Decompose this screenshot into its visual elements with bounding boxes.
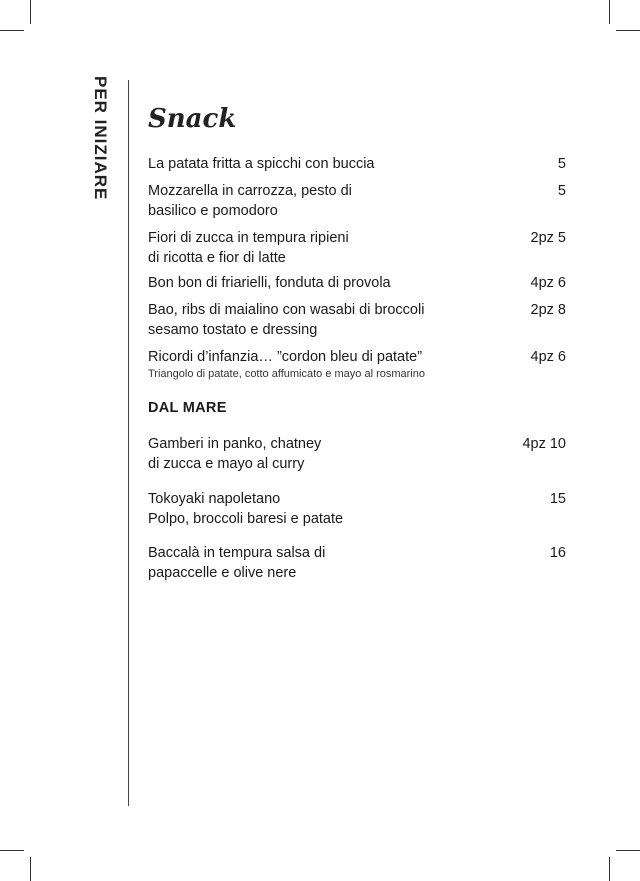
item-price: 4pz 10 <box>522 436 566 452</box>
crop-mark <box>30 857 31 881</box>
crop-mark <box>609 0 610 24</box>
menu-item <box>148 543 566 583</box>
item-name: Bao, ribs di maialino con wasabi di broccoli <box>148 302 425 318</box>
item-name-line2: sesamo tostato e dressing <box>148 322 318 338</box>
item-name: Mozzarella in carrozza, pesto di <box>148 183 352 199</box>
crop-mark <box>0 30 24 31</box>
menu-item <box>148 154 566 174</box>
crop-mark <box>616 30 640 31</box>
item-name: Fiori di zucca in tempura ripieni <box>148 230 349 246</box>
item-price: 16 <box>549 545 566 561</box>
item-price: 15 <box>549 491 566 507</box>
sea-section-title: DAL MARE <box>148 400 227 416</box>
item-name: Ricordi d’infanzia… ”cordon bleu di patate” <box>148 349 423 365</box>
menu-item <box>148 300 566 340</box>
item-name-line2: Polpo, broccoli baresi e patate <box>148 511 344 527</box>
item-name: Bon bon di friarielli, fonduta di provola <box>148 275 391 291</box>
item-name-line2: papaccelle e olive nere <box>148 565 297 581</box>
item-price: 5 <box>557 183 566 199</box>
item-name: La patata fritta a spicchi con buccia <box>148 156 375 172</box>
crop-mark <box>609 857 610 881</box>
vertical-divider <box>128 80 129 806</box>
item-name: Tokoyaki napoletano <box>148 491 281 507</box>
menu-item <box>148 273 566 293</box>
section-title: Snack <box>148 104 237 134</box>
item-price: 5 <box>557 156 566 172</box>
item-price: 2pz 5 <box>530 230 566 246</box>
menu-item <box>148 228 566 268</box>
item-name-line2: di ricotta e fior di latte <box>148 250 286 266</box>
side-title: PER INIZIARE <box>91 76 110 201</box>
menu-item <box>148 181 566 221</box>
crop-mark <box>0 850 24 851</box>
item-name-line2: basilico e pomodoro <box>148 203 278 219</box>
menu-item <box>148 489 566 529</box>
item-price: 2pz 8 <box>530 302 566 318</box>
item-price: 4pz 6 <box>530 275 566 291</box>
item-name: Gamberi in panko, chatney <box>148 436 322 452</box>
item-description: Triangolo di patate, cotto affumicato e mayo al rosmarino <box>148 368 425 380</box>
menu-item <box>148 434 566 474</box>
crop-mark <box>30 0 31 24</box>
item-name-line2: di zucca e mayo al curry <box>148 456 305 472</box>
menu-item <box>148 347 566 381</box>
item-price: 4pz 6 <box>530 349 566 365</box>
crop-mark <box>616 850 640 851</box>
item-name: Baccalà in tempura salsa di <box>148 545 326 561</box>
